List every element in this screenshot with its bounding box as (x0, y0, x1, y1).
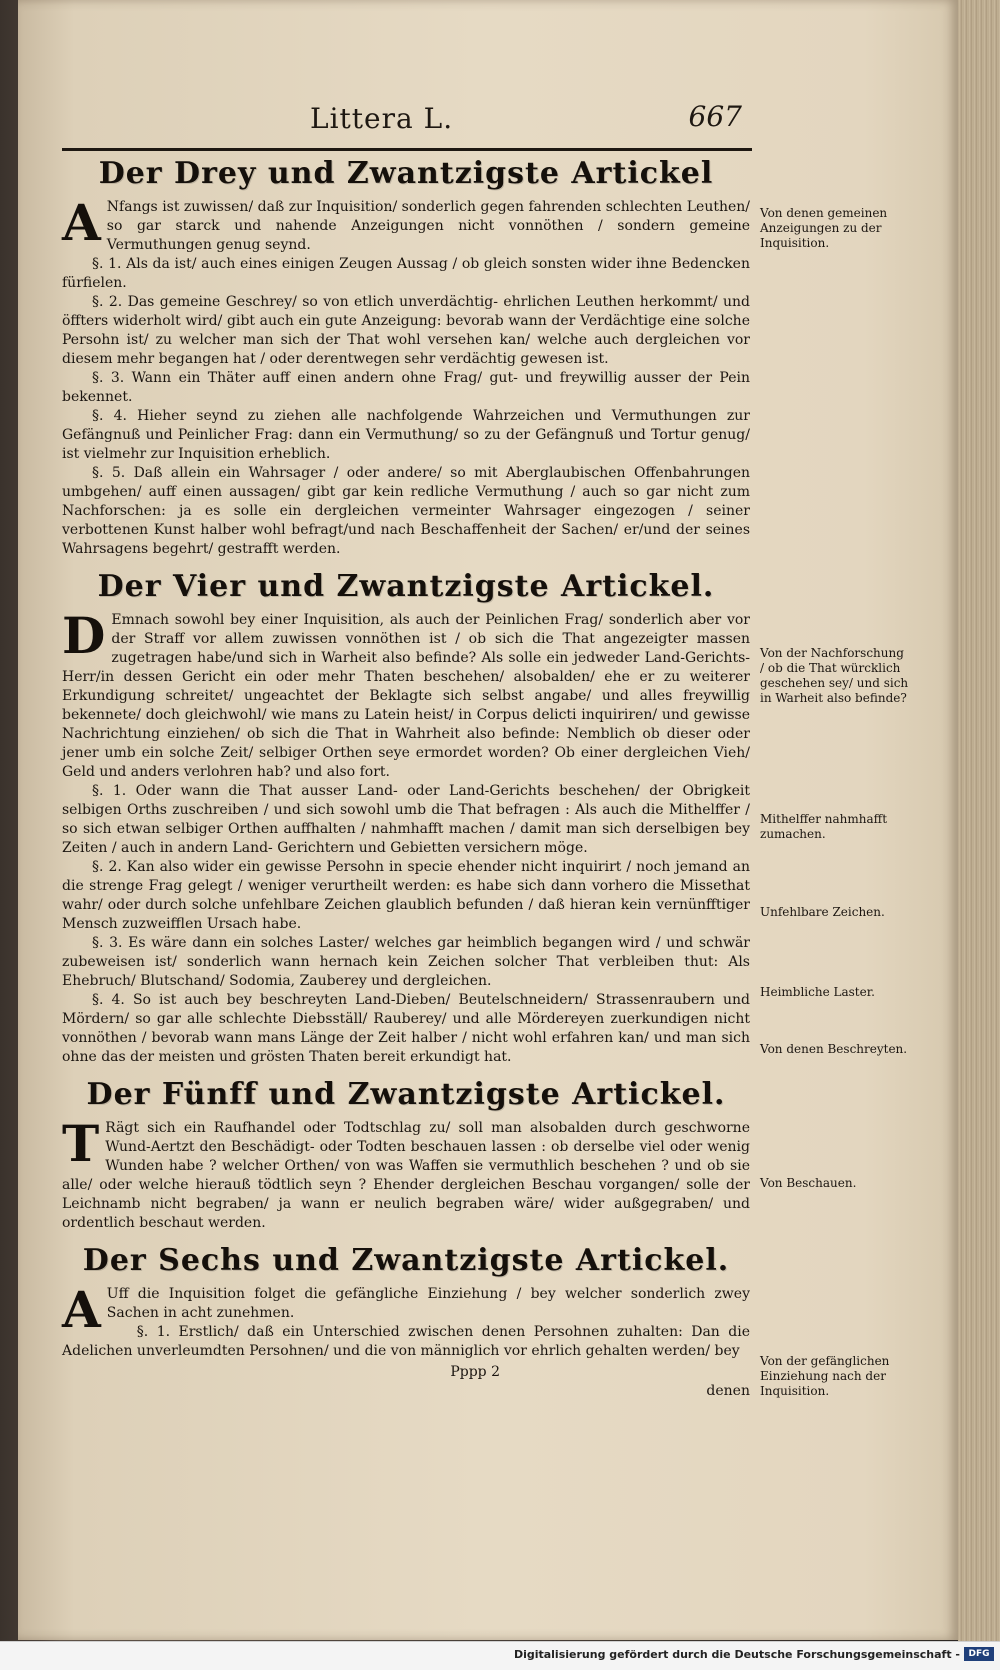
page-number: 667 (688, 100, 742, 133)
article-heading: Der Vier und Zwantzigste Artickel. (97, 569, 715, 604)
margin-note: Unfehlbare Zeichen. (760, 905, 885, 919)
footer-credit: Digitalisierung gefördert durch die Deutsche Forschungsgemeinschaft - (513, 1648, 960, 1661)
signature-mark: Pppp 2 (450, 1364, 500, 1380)
margin-note: Heimbliche Laster. (760, 985, 875, 999)
paragraph-text: Nfangs ist zuwissen/ daß zur Inquisition/ sonderlich gegen fahrenden schlechten Leuthen/ so gar starck und nahende Anzeigungen nicht vonnöthen / sondern gemeine Vermuthungen genug seynd. (106, 199, 750, 253)
article-heading: Der Fünff und Zwantzigste Artickel. (86, 1077, 726, 1112)
paragraph-text: Uff die Inquisition folget die gefängliche Einziehung / bey welcher sonderlich zwey Sachen in acht zunehmen. (106, 1286, 750, 1321)
margin-note: Von der gefänglichen Einziehung nach der Inquisition. (760, 1354, 890, 1398)
article-heading: Der Sechs und Zwantzigste Artickel. (82, 1243, 730, 1278)
article-paragraph: §. 4. So ist auch bey beschreyten Land-Dieben/ Beutelschneidern/ Strassenraubern und Mördern/ so gar alle schlechte Diebsställ/ Rauberey/ und alle Mördereyen zuerkundigen nicht vonnöthen / bevorab wann mans Länge der Zeit halber / nicht wohl erfahren kan/ und man sich ohne das der meisten und grösten Thaten bereit erkundigt hat. (62, 992, 750, 1065)
article-paragraph: §. 2. Das gemeine Geschrey/ so von etlich unverdächtig- ehrlichen Leuthen herkommt/ und öffters widerholt wird/ gibt auch ein gute Anzeigung: bevorab wann der Verdächtige eine solche Persohn ist/ zu welcher man sich der That wohl versehen kan/ welche auch dergleichen vor diesem mehr begangen hat / oder derentwegen sehr verdächtig gewesen ist. (62, 294, 750, 367)
margin-note: Von denen gemeinen Anzeigungen zu der Inquisition. (760, 206, 888, 250)
page-header-title: Littera L. (310, 102, 454, 135)
article-paragraph: §. 4. Hieher seynd zu ziehen alle nachfolgende Wahrzeichen und Vermuthungen zur Gefängnuß und Peinlicher Frag: dann ein Vermuthung/ so zu der Gefängnuß und Tortur genug/ ist vielmehr zur Inquisition erheblich. (62, 408, 750, 462)
article-paragraph: §. 1. Oder wann die That ausser Land- oder Land-Gerichts beschehen/ der Obrigkeit selbigen Orths zuschreiben / und sich sowohl umb die That befragen : Als auch die Mithelffer / so sich etwan selbiger Orthen auffhalten / nahmhafft machen / damit man sich derselbigen bey Zeiten / auch in andern Land- Gerichtern und Gebietten versichern möge. (62, 783, 750, 856)
article-paragraph (62, 193, 750, 255)
article-heading: Der Drey und Zwantzigste Artickel (98, 156, 714, 191)
drop-cap: D (62, 606, 106, 665)
article-paragraph (62, 1114, 750, 1233)
article-paragraph: §. 1. Als da ist/ auch eines einigen Zeugen Aussag / ob gleich sonsten wider ihne Bedencken fürfielen. (62, 256, 750, 291)
margin-note: Von denen Beschreyten. (760, 1042, 908, 1056)
dfg-logo: DFG (964, 1647, 994, 1661)
article-paragraph (62, 1280, 750, 1339)
header-rule (62, 148, 752, 151)
article-paragraph: §. 1. Erstlich/ daß ein Unterschied zwischen denen Persohnen zuhalten: Dan die Adelichen unverleumdten Persohnen/ und die von männiglich vor ehrlich gehalten werden/ bey (62, 1324, 750, 1359)
article-paragraph: §. 5. Daß allein ein Wahrsager / oder andere/ so mit Aberglaubischen Offenbahrungen umbgehen/ auff einen aussagen/ gibt gar kein redliche Vermuthung / auch so gar nicht zum Nachforschen: ja es solle ein dergleichen vermeinter Wahrsager eingezogen / seiner verbottenen Kunst halber wohl befragt/und nach Beschaffenheit der Sachen/ er/und der seines Wahrsagens begehrt/ gestrafft werden. (62, 465, 750, 557)
article-paragraph: §. 3. Wann ein Thäter auff einen andern ohne Frag/ gut- und freywillig ausser der Pein bekennet. (62, 370, 750, 405)
margin-note: Von der Nachforschung / ob die That würcklich geschehen sey/ und sich in Warheit also befinde? (760, 646, 909, 705)
article-paragraph: §. 3. Es wäre dann ein solches Laster/ welches gar heimblich begangen wird / und schwär zubeweisen ist/ sonderlich wann hernach kein Zeichen solcher That verbleiben thut: Als Ehebruch/ Blutschand/ Sodomia, Zauberey und dergleichen. (62, 935, 750, 989)
paragraph-text: Rägt sich ein Raufhandel oder Todtschlag zu/ soll man alsobalden durch geschworne Wund-Aertzt den Beschädigt- oder Todten beschauen lassen : ob derselbe viel oder wenig Wunden habe ? welcher Orthen/ von was Waffen sie vermuthlich beschehen ? und ob sie alle/ oder welche hierauß tödtlich seyn ? Ehender dergleichen Beschau vorgangen/ solle der Leichnamb nicht begraben/ ja wann er neulich begraben wäre/ wider außgegraben/ und ordentlich beschaut werden. (62, 1120, 750, 1231)
article-paragraph: §. 2. Kan also wider ein gewisse Persohn in specie ehender nicht inquirirt / noch jemand an die strenge Frag gelegt / weniger verurtheilt werden: es habe sich dann vorhero die Missethat wahr/ oder durch solche unfehlbare Zeichen glaublich befunden / daß hieran kein vernünfftiger Mensch zuzweifflen Ursach habe. (62, 859, 750, 932)
margin-note: Von Beschauen. (760, 1176, 857, 1190)
running-head (60, 100, 750, 148)
margin-note: Mithelffer nahmhafft zumachen. (760, 812, 888, 841)
article-paragraph (62, 606, 750, 782)
text-column (62, 152, 750, 1401)
page-edges (958, 0, 1000, 1669)
drop-cap: T (62, 1114, 100, 1173)
drop-cap: A (62, 1280, 101, 1339)
paragraph-text: Emnach sowohl bey einer Inquisition, als auch der Peinlichen Frag/ sonderlich aber vor der Straff vor allem zuwissen vonnöthen ist / ob sich die That angezeigter massen zugetragen habe/und sich in Warheit also befinde? Als solle ein jedweder Land-Gerichts-Herr/in dessen Gericht ein oder mehr Thaten beschehen/ alsobalden/ ehe er zu weiterer Erkundigung schreitet/ ungeachtet der Beklagte sich selbst angabe/ und alles freywillig bekennete/ doch gleichwohl/ wie mans zu Latein heist/ in Corpus delicti inquiriren/ und gewisse Nachrichtung einziehen/ ob sich die That in Wahrheit also befinde: Nemblich ob dieser oder jener umb ein solche Zeit/ selbiger Orthen seye ermordet worden? Ob einer dergleichen Vieh/ Geld und anders verlohren hab? und also fort. (62, 612, 750, 780)
catchword: denen (706, 1383, 750, 1399)
drop-cap: A (62, 193, 101, 252)
